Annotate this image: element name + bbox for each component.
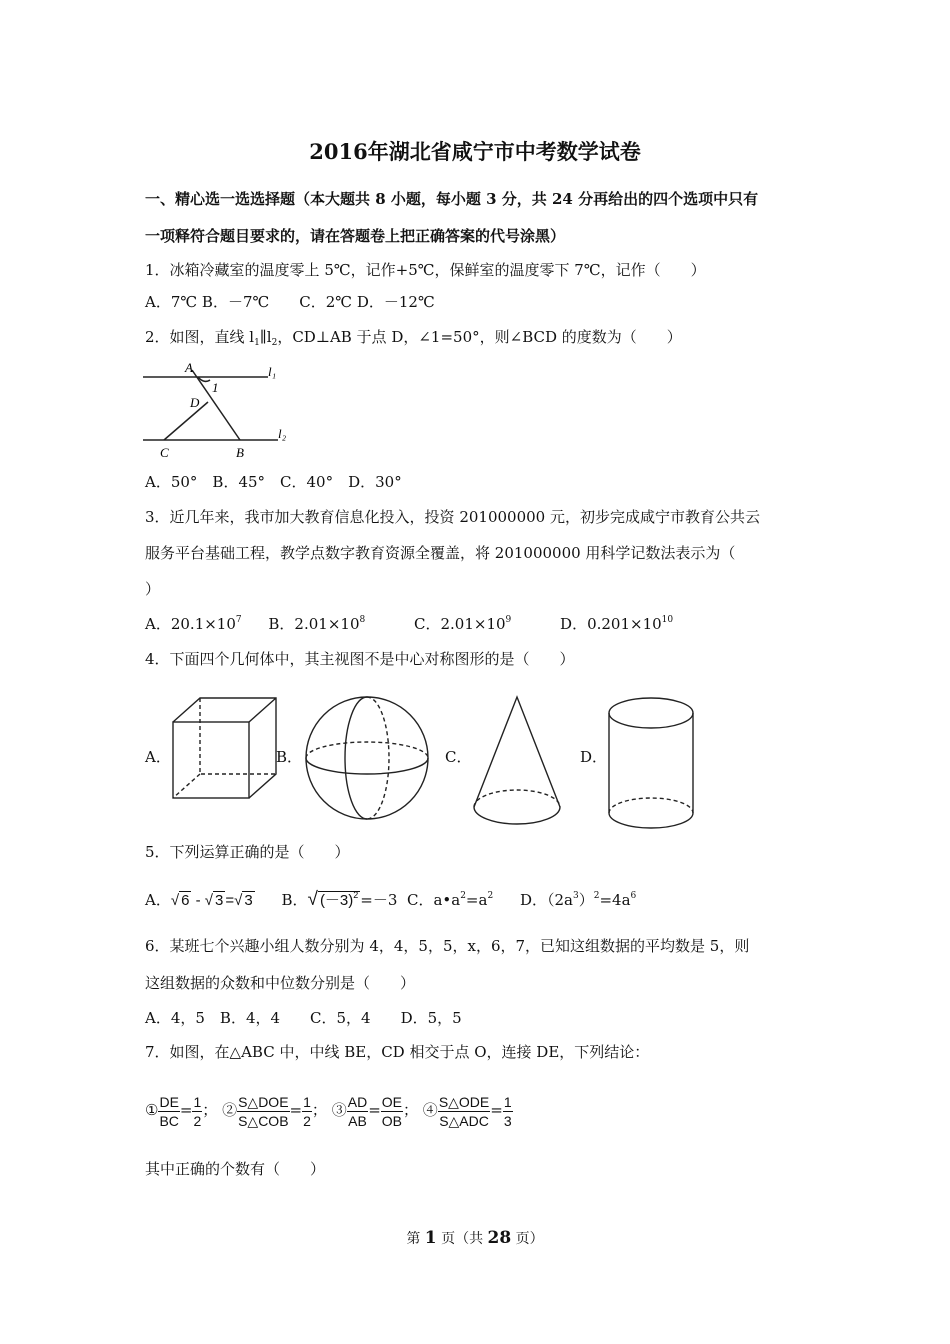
- q4-stem: 4．下面四个几何体中，其主视图不是中心对称图形的是（ ）: [145, 650, 575, 668]
- t: 1: [212, 380, 219, 395]
- cylinder-figure: [605, 695, 697, 833]
- cone-figure: [470, 695, 565, 830]
- t: A．20.1×10: [145, 615, 236, 633]
- t: S△ADC: [439, 1112, 489, 1129]
- q6-options: A．4，5 B．4，4 C．5，4 D．5，5: [145, 1009, 462, 1027]
- t: C．2.01×10: [414, 615, 506, 633]
- q7-tail: 其中正确的个数有（ ）: [145, 1160, 326, 1178]
- t: A．: [145, 891, 171, 909]
- t: 3: [572, 891, 579, 901]
- t: BC: [159, 1112, 179, 1129]
- q3-line2: 服务平台基础工程，教学点数字教育资源全覆盖，将 201000000 用科学记数法表示为（: [145, 544, 736, 562]
- q3-line3: ）: [145, 580, 161, 598]
- page-title: 2016年湖北省咸宁市中考数学试卷: [309, 139, 641, 164]
- q6-line2: 这组数据的众数和中位数分别是（ ）: [145, 974, 416, 992]
- t: ∥l: [259, 328, 272, 346]
- t: 3: [215, 892, 224, 909]
- t: ；: [403, 1101, 419, 1119]
- q5-stem: 5．下列运算正确的是（ ）: [145, 843, 350, 861]
- q3-line1: 3．近几年来，我市加大教育信息化投入，投资 201000000 元，初步完成咸宁市教育公共云: [145, 508, 760, 526]
- sphere-figure: [302, 695, 432, 823]
- t: =－3: [360, 891, 398, 909]
- cube-figure: [168, 695, 280, 805]
- t: -: [195, 892, 201, 909]
- t: 7: [235, 615, 242, 625]
- q2-figure: [140, 358, 300, 464]
- t: ③: [331, 1101, 347, 1119]
- t: 10: [661, 615, 674, 625]
- q7-conclusions: ① $\frac{DE}{BC}$ = $\frac{1}{2}$ ； ② S△DOE S△COB = $\frac{1}{2}$ ； ③ $\frac{AD}{AB}$ = $\frac{OE}{OB}$ ； ④ S△ODE S△ADC = $\frac{1}{3}$: [145, 1093, 512, 1129]
- t: =: [225, 892, 235, 909]
- t: 页（共: [436, 1231, 488, 1247]
- t: 2: [593, 891, 600, 901]
- t: AB: [348, 1112, 367, 1129]
- t: 1: [503, 1093, 512, 1110]
- section-heading: 一、精心选一选选择题（本大题共 8 小题，每小题 3 分，共 24 分再给出的四个选项中只有: [145, 190, 759, 208]
- t: C．a•a: [406, 891, 461, 909]
- page-number: 1: [424, 1228, 437, 1248]
- q1-options: A．7℃ B．－7℃ C．2℃ D．－12℃: [145, 293, 435, 311]
- t: 1: [303, 1093, 311, 1110]
- t: 2: [487, 891, 494, 901]
- q4-label-b: B．: [276, 748, 303, 766]
- t: D．0.201×10: [560, 615, 662, 633]
- q2-stem: [145, 327, 682, 347]
- t: ①: [145, 1101, 159, 1119]
- q4-label-c: C．: [445, 748, 472, 766]
- q7-stem: 7．如图，在△ABC 中，中线 BE，CD 相交于点 O，连接 DE，下列结论：: [145, 1043, 650, 1061]
- total-pages: 28: [487, 1228, 512, 1248]
- t: 第: [406, 1231, 425, 1247]
- t: D．（2a: [519, 891, 573, 909]
- section-heading-cont: 一项释符合题目要求的，请在答题卷上把正确答案的代号涂黑）: [145, 227, 566, 245]
- t: 8: [359, 615, 366, 625]
- t: OB: [381, 1112, 402, 1129]
- t: A: [185, 360, 193, 375]
- t: ）: [578, 891, 594, 909]
- t: DE: [159, 1093, 179, 1110]
- t: OE: [381, 1093, 402, 1110]
- t: 2: [271, 338, 278, 348]
- t: S△ODE: [438, 1093, 490, 1110]
- t: 页）: [511, 1231, 544, 1247]
- page-footer: [0, 1228, 950, 1248]
- t: (－3): [319, 892, 354, 909]
- t: 1: [254, 338, 260, 348]
- t: ，CD⊥AB 于点 D，∠1=50°，则∠BCD 的度数为（ ）: [277, 328, 682, 346]
- t: 2: [303, 1112, 311, 1129]
- t: 2: [193, 1112, 202, 1129]
- t: 3: [503, 1112, 512, 1129]
- q4-label-a: A．: [145, 748, 171, 766]
- q4-label-d: D．: [580, 748, 608, 766]
- t: l₁: [268, 364, 277, 379]
- t: C: [160, 445, 169, 460]
- t: B．2.01×10: [268, 615, 360, 633]
- t: S△COB: [238, 1112, 289, 1129]
- q3-options: [145, 614, 673, 634]
- t: ②: [222, 1101, 238, 1119]
- t: B: [236, 445, 244, 460]
- q1-stem: 1．冰箱冷藏室的温度零上 5℃，记作+5℃，保鲜室的温度零下 7℃，记作（ ）: [145, 261, 706, 279]
- q6-line1: 6．某班七个兴趣小组人数分别为 4，4，5，5，x，6，7，已知这组数据的平均数是 5，则: [145, 937, 750, 955]
- t: ④: [422, 1101, 438, 1119]
- t: 6: [630, 891, 637, 901]
- q5-options: A．√ 6 - √ 3 =√ 3 B．√ $(-3)^2 =-3$ C．$a•a^2=a^2$ D．$(2a^3)^2=4a^6$: [145, 889, 637, 910]
- t: 2: [460, 891, 466, 901]
- t: l₂: [278, 426, 287, 441]
- t: 1: [193, 1093, 202, 1110]
- t: S△DOE: [238, 1093, 289, 1110]
- t: AD: [347, 1093, 368, 1110]
- t: 9: [505, 615, 512, 625]
- t: 2: [353, 890, 359, 900]
- t: 3: [244, 892, 253, 909]
- t: =a: [465, 891, 488, 909]
- t: D: [190, 395, 200, 410]
- t: B．: [281, 891, 308, 909]
- q2-options: A．50° B．45° C．40° D．30°: [145, 473, 402, 491]
- t: =4a: [599, 891, 631, 909]
- t: 2．如图，直线 l: [145, 328, 255, 346]
- t: 6: [181, 892, 190, 909]
- t: ；: [311, 1101, 327, 1119]
- t: ；: [202, 1101, 218, 1119]
